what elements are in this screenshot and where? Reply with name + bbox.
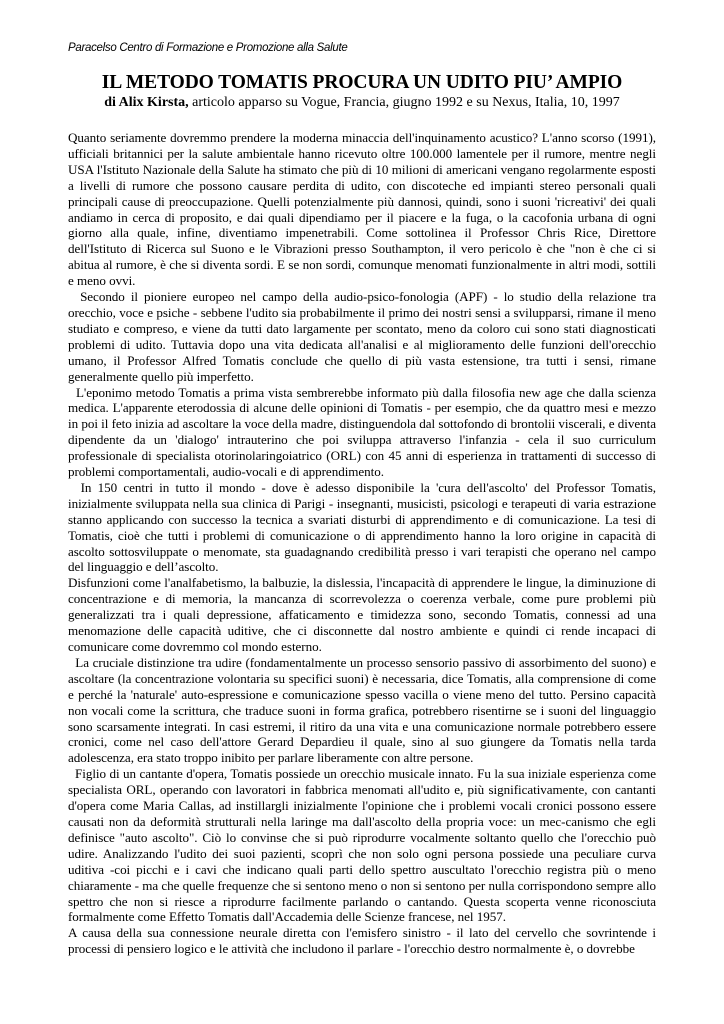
body-paragraph: Quanto seriamente dovremmo prendere la moderna minaccia dell'inquinamento acustico? L'anno scorso (1991), ufficiali britannici per la salute ambientale hanno ricevuto oltre 100.000 lamentele per il rumore, mentre negli USA l'Istituto Nazionale della Salute ha stimato che più di 10 milioni di americani vengano regolarmente esposti a livelli di rumore che possono causare perdita di udito, con discoteche ed impianti stereo personali quali principali cause di preoccupazione. Quelli potenzialmente più dannosi, quindi, sono i suoni 'ricreativi' dei quali andiamo in cerca di proposito, e dai quali dipendiamo per il piacere e la fuga, o la cacofonia urbana di ogni giorno alla quale, infine, diventiamo impenetrabili. Come sottolinea il Professor Chris Rice, Direttore dell'Istituto di Ricerca sul Suono e le Vibrazioni presso Southampton, il vero pericolo è che "non è che ci si abitua al rumore, è che si diventa sordi. E se non sordi, comunque menomati funzionalmente in altri modi, sottili e meno ovvi. <box>68 130 660 289</box>
body-paragraph: Figlio di un cantante d'opera, Tomatis possiede un orecchio musicale innato. Fu la sua iniziale esperienza come specialista ORL, operando con lavoratori in fabbrica menomati all'udito e, più significativamente, con cantanti d'opera come Maria Callas, ad instillargli inizialmente l'opinione che i problemi vocali cronici possono essere causati non da deformità strutturali nella laringe ma dall'ascolto della propria voce: un mec-canismo che egli definisce "auto ascolto". Ciò lo convinse che si può riprodurre vocalmente soltanto quello che l'orecchio può udire. Analizzando l'udito dei suoi pazienti, scoprì che non solo ogni persona possiede una peculiare curva uditiva -coi picchi e i cavi che indicano quali parti dello spettro auscultato l'orecchio registra più o meno chiaramente - ma che quelle frequenze che si sentono meno o non si sentono per nulla corrispondono sempre allo spettro che non si riesce a riprodurre facilmente parlando o cantando. Questa scoperta venne riconosciuta formalmente come Effetto Tomatis dall'Accademia delle Scienze francese, nel 1957. <box>68 766 660 925</box>
body-paragraph: A causa della sua connessione neurale diretta con l'emisfero sinistro - il lato del cervello che sovrintende i processi di pensiero logico e le attività che includono il parlare - l'orecchio destro normalmente è, o dovrebbe <box>68 925 660 957</box>
body-paragraph: L'eponimo metodo Tomatis a prima vista sembrerebbe informato più dalla filosofia new age che dalla scienza medica. L'apparente eterodossia di alcune delle opinioni di Tomatis - per esempio, che da quattro mesi e mezzo in poi il feto inizia ad ascoltare la voce della madre, distinguendola dal sottofondo di brontolii viscerali, e diventa dipendente da un 'dialogo' intrauterino che poi sviluppa attraverso l'infanzia - cela il suo curriculum professionale di specialista otorinolaringoiatrico (ORL) con 45 anni di esperienza in trattamenti di successo di problemi comportamentali, audio-vocali e di apprendimento. <box>68 384 660 480</box>
body-paragraph: Secondo il pioniere europeo nel campo della audio-psico-fonologia (APF) - lo studio della relazione tra orecchio, voce e psiche - sebbene l'udito sia probabilmente il primo dei nostri sensi a svilupparsi, rimane il meno studiato e compreso, e viene da tutti dato largamente per scontato, meno da coloro cui sono stati diagnosticati problemi di udito. Tuttavia dopo una vita dedicata all'analisi e al miglioramento delle funzioni dell'orecchio umano, il Professor Alfred Tomatis conclude che quello di più vasta estensione, tra tutti i sensi, rimane generalmente quello più imperfetto. <box>68 289 660 384</box>
body-paragraph: Disfunzioni come l'analfabetismo, la balbuzie, la dislessia, l'incapacità di apprendere le lingue, la diminuzione di concentrazione e di memoria, la mancanza di scorrevolezza o coerenza verbale, come pure problemi più generalizzati tra i quali depressione, affaticamento e timidezza sono, secondo Tomatis, connessi ad una menomazione delle capacità uditive, che ci disconnette dal nostro ambiente e quindi ci rende incapaci di comunicare come dovremmo col mondo esterno. <box>68 575 660 654</box>
publication-source: articolo apparso su Vogue, Francia, giugno 1992 e su Nexus, Italia, 10, 1997 <box>188 95 620 110</box>
author-name: di Alix Kirsta, <box>104 95 189 110</box>
body-paragraph: La cruciale distinzione tra udire (fondamentalmente un processo sensorio passivo di assorbimento del suono) e ascoltare (la concentrazione volontaria su specifici suoni) è necessaria, dice Tomatis, alla comprensione di come e perché la 'naturale' auto-espressione e comunicazione spesso vacilla o viene meno del tutto. Persino capacità non vocali come la scrittura, che traduce suoni in forma grafica, potrebbero risentirne se i suoni del linguaggio sono scarsamente integrati. In casi estremi, il ritiro da una vita e una comunicazione normale potrebbero essere cronici, come nel caso dell'attore Gerard Depardieu il quale, sino al suo giungere da Tomatis nella tarda adolescenza, era stato troppo inibito per parlare liberamente con altre persone. <box>68 654 660 766</box>
byline <box>68 94 656 112</box>
article-body <box>68 130 660 957</box>
running-header: Paracelso Centro di Formazione e Promozione alla Salute <box>68 42 348 54</box>
body-paragraph: In 150 centri in tutto il mondo - dove è adesso disponibile la 'cura dell'ascolto' del Professor Tomatis, inizialmente sviluppata nella sua clinica di Parigi - insegnanti, musicisti, psicologi e terapeuti di varia estrazione stanno applicando con successo la tecnica a svariati disturbi di apprendimento e di comunicazione. La tesi di Tomatis, cioè che tutti i problemi di comunicazione o di apprendimento hanno la loro origine in capacità di ascolto sottosviluppate o menomate, sta guadagnando credibilità presso i vari terapisti che operano nel campo del linguaggio e dell’ascolto. <box>68 479 660 575</box>
article-title: IL METODO TOMATIS PROCURA UN UDITO PIU’ AMPIO <box>101 72 623 93</box>
